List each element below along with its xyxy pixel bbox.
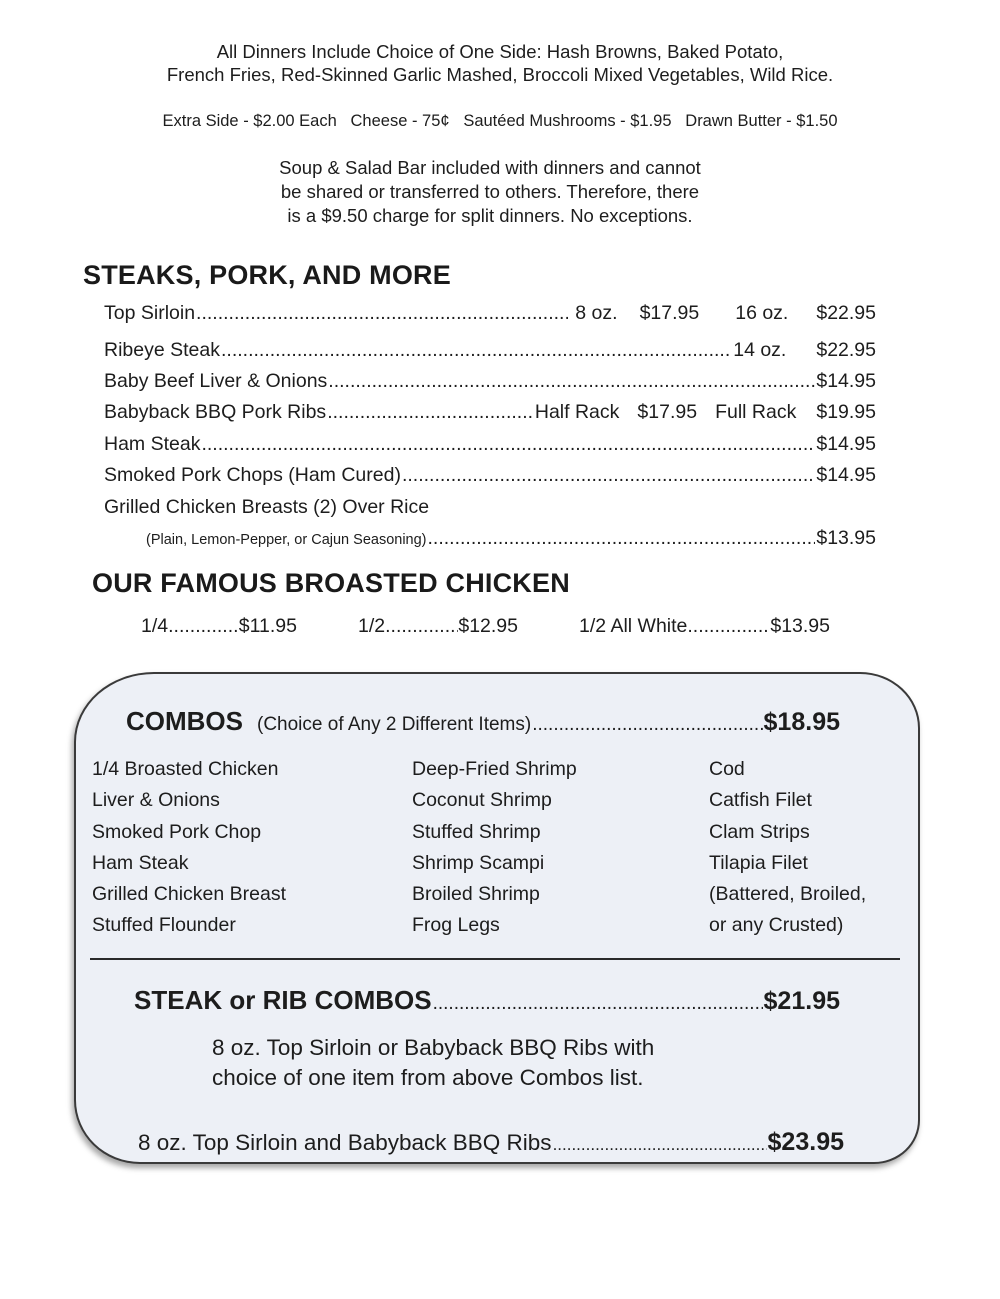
item-price: $23.95 (767, 1128, 844, 1156)
sides-info (0, 40, 1000, 86)
leader-dots (201, 433, 815, 456)
combo-option: Clam Strips (709, 820, 810, 843)
broasted-half-white (579, 615, 830, 638)
item-price: $14.95 (816, 433, 876, 455)
extras-line: Extra Side - $2.00 Each Cheese - 75¢ Sautéed Mushrooms - $1.95 Drawn Butter - $1.50 (162, 112, 838, 130)
leader-dots (385, 615, 458, 638)
combos-price: $18.95 (763, 708, 840, 736)
combo-option: Smoked Pork Chop (92, 820, 262, 843)
item-name: Top Sirloin (104, 302, 196, 324)
combo-option: Cod (709, 758, 745, 780)
sirloin-and-ribs (138, 1128, 844, 1157)
full-rack-label: Full Rack (715, 401, 797, 423)
leader-dots (433, 993, 763, 1015)
combo-option: Broiled Shrimp (412, 883, 540, 906)
desc-line-2: choice of one item from above Combos list. (212, 1065, 644, 1090)
broasted-heading: OUR FAMOUS BROASTED CHICKEN (92, 568, 570, 598)
leader-dots (402, 464, 815, 487)
menu-item-ribeye (104, 339, 876, 362)
item-name: Ham Steak (104, 433, 201, 455)
portion-price: $12.95 (458, 615, 518, 637)
item-name: Grilled Chicken Breasts (2) Over Rice (104, 496, 430, 518)
combo-option: Stuffed Flounder (92, 914, 236, 937)
item-name: Babyback BBQ Pork Ribs (104, 401, 327, 423)
leader-dots (168, 615, 239, 638)
soup-line-3: is a $9.50 charge for split dinners. No exceptions. (287, 205, 693, 226)
steak-rib-description (212, 1033, 654, 1093)
leader-dots (328, 370, 815, 393)
soup-line-2: be shared or transferred to others. Therefore, there (280, 181, 700, 202)
sides-line-2: French Fries, Red-Skinned Garlic Mashed, Broccoli Mixed Vegetables, Wild Rice. (166, 64, 834, 85)
menu-item-grilled-chicken-note (146, 527, 876, 550)
item-price: $22.95 (816, 302, 876, 324)
menu-item-ribs (104, 401, 876, 424)
portion-price: $11.95 (238, 615, 297, 637)
leader-dots (428, 527, 816, 550)
portion-price: $13.95 (770, 615, 830, 637)
half-rack-label: Half Rack (534, 401, 620, 423)
leader-dots (553, 1135, 767, 1155)
combo-option: Liver & Onions (92, 789, 220, 812)
leader-dots (196, 302, 568, 325)
combo-option: Stuffed Shrimp (412, 820, 541, 843)
combo-option: Tilapia Filet (709, 851, 808, 874)
full-rack-price: $19.95 (816, 401, 876, 423)
broasted-quarter (141, 615, 297, 638)
item-name: 8 oz. Top Sirloin and Babyback BBQ Ribs (138, 1130, 552, 1155)
combo-option: Coconut Shrimp (412, 789, 552, 812)
menu-item-ham-steak (104, 433, 876, 456)
combo-option: Frog Legs (412, 914, 500, 937)
item-price: $13.95 (816, 527, 876, 549)
combos-column-2 (412, 754, 577, 942)
steaks-heading: STEAKS, PORK, AND MORE (83, 260, 451, 290)
leader-dots (327, 401, 534, 424)
combo-option: (Battered, Broiled, (709, 883, 867, 906)
menu-item-pork-chops (104, 464, 876, 487)
combos-column-1 (92, 754, 286, 942)
combo-option: Shrimp Scampi (412, 851, 545, 874)
combo-option: Ham Steak (92, 851, 189, 874)
soup-salad-note (0, 156, 990, 228)
item-name: Ribeye Steak (104, 339, 220, 361)
item-size: 16 oz. (735, 302, 789, 324)
item-price: $14.95 (816, 464, 876, 486)
leader-dots (687, 615, 770, 638)
item-price: $14.95 (816, 370, 876, 392)
combo-option: Deep-Fried Shrimp (412, 758, 577, 780)
item-name: Baby Beef Liver & Onions (104, 370, 328, 392)
item-size: 14 oz. (733, 339, 787, 361)
combo-option: 1/4 Broasted Chicken (92, 758, 279, 780)
desc-line-1: 8 oz. Top Sirloin or Babyback BBQ Ribs with (212, 1035, 655, 1060)
combo-option: Grilled Chicken Breast (92, 883, 286, 906)
steak-rib-title: STEAK or RIB COMBOS (134, 985, 432, 1015)
combo-option: Catfish Filet (709, 789, 812, 812)
seasoning-note: (Plain, Lemon-Pepper, or Cajun Seasoning) (146, 532, 427, 548)
section-divider (90, 958, 900, 960)
portion-label: 1/4 (141, 615, 169, 637)
broasted-half (358, 615, 518, 638)
steak-rib-header (134, 985, 840, 1016)
item-price: $17.95 (639, 302, 700, 324)
portion-label: 1/2 (358, 615, 386, 637)
half-rack-price: $17.95 (637, 401, 698, 423)
combos-subtitle: (Choice of Any 2 Different Items) (257, 714, 532, 735)
leader-dots (221, 339, 732, 362)
portion-label: 1/2 All White (579, 615, 688, 637)
menu-item-top-sirloin (104, 302, 876, 325)
steak-rib-price: $21.95 (763, 987, 840, 1015)
leader-dots (532, 714, 762, 736)
sides-line-1: All Dinners Include Choice of One Side: Hash Browns, Baked Potato, (216, 41, 784, 62)
item-name: Smoked Pork Chops (Ham Cured) (104, 464, 401, 486)
soup-line-1: Soup & Salad Bar included with dinners and cannot (279, 157, 701, 178)
menu-item-liver (104, 370, 876, 393)
combo-option: or any Crusted) (709, 914, 844, 937)
menu-item-grilled-chicken (104, 496, 876, 519)
combos-header (126, 706, 840, 737)
combos-title: COMBOS (126, 706, 243, 736)
combos-column-3 (709, 754, 866, 942)
item-price: $22.95 (816, 339, 876, 361)
item-size: 8 oz. (575, 302, 618, 324)
